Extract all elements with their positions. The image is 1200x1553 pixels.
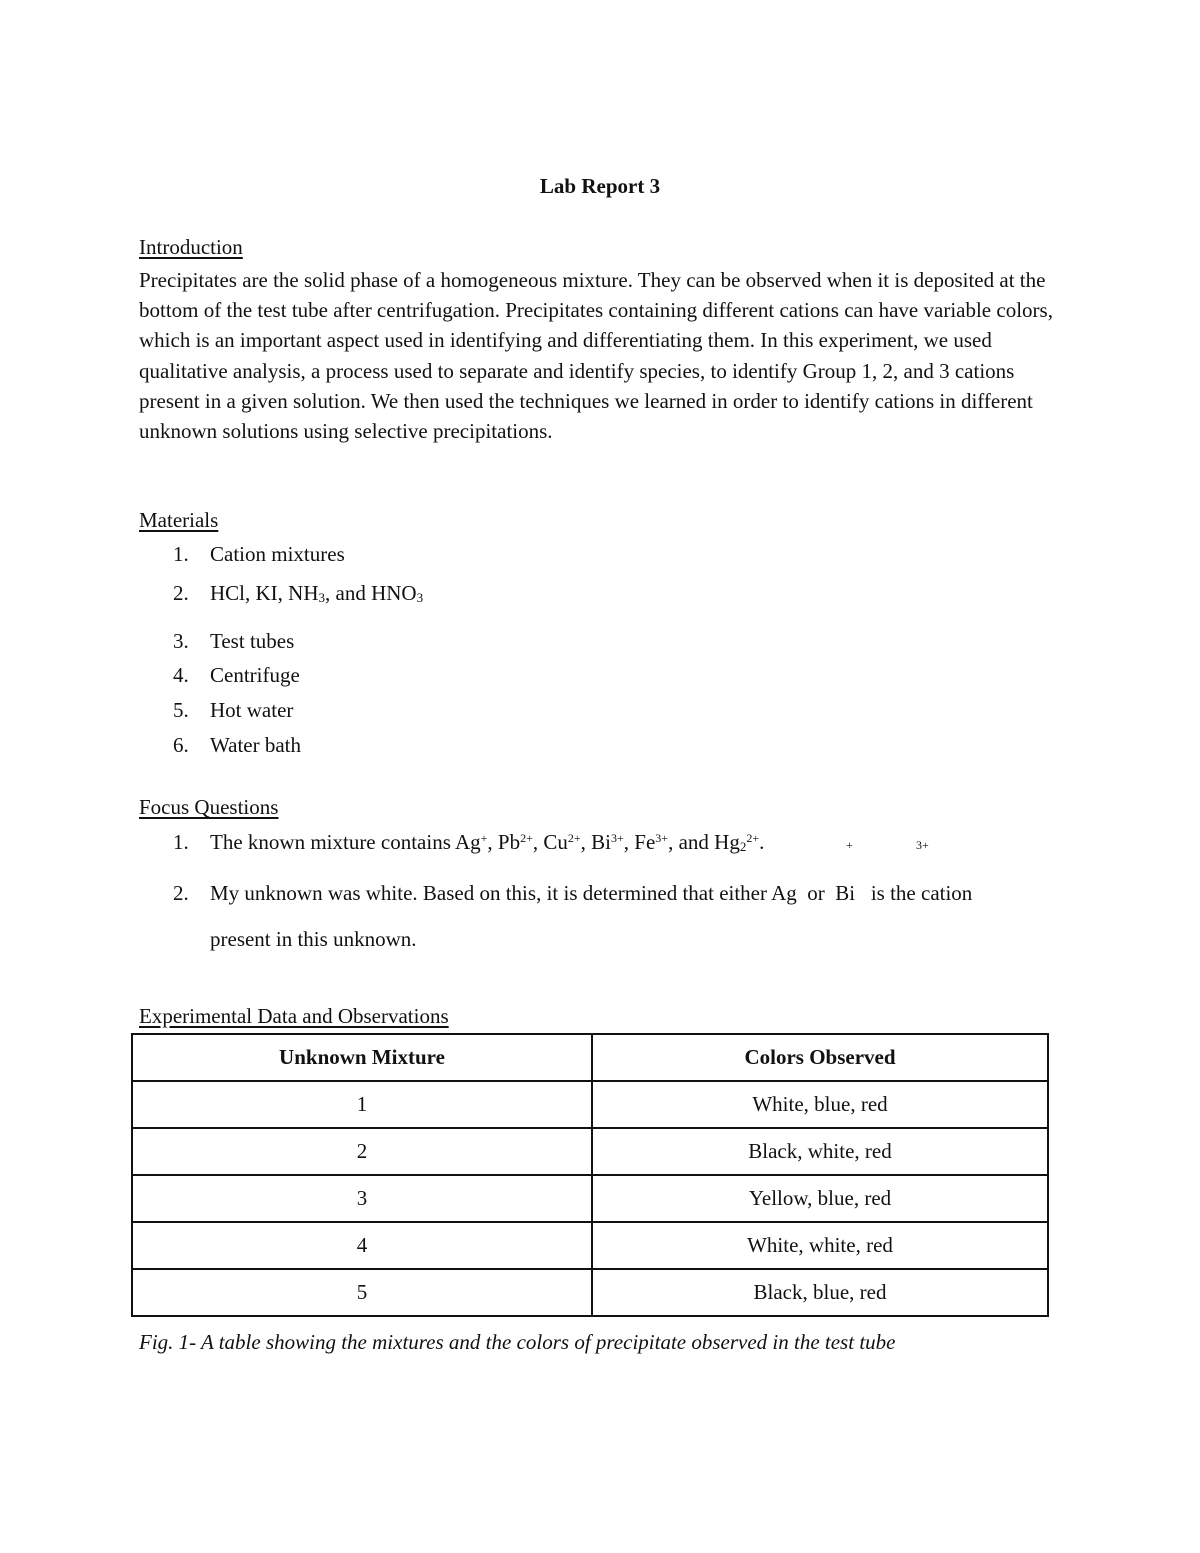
table-cell: White, white, red: [592, 1222, 1048, 1269]
materials-heading: Materials: [139, 508, 219, 532]
list-number: 5.: [173, 698, 189, 722]
table-cell: 1: [132, 1081, 592, 1128]
focus-question-2-line-2: present in this unknown.: [210, 927, 417, 951]
table-cell: Black, blue, red: [592, 1269, 1048, 1316]
focus-question-2-line-1: My unknown was white. Based on this, it is determined that either Ag or Bi is the cation: [210, 881, 973, 905]
column-header: Colors Observed: [592, 1034, 1048, 1081]
list-item: Water bath: [210, 733, 302, 757]
table-cell: Yellow, blue, red: [592, 1175, 1048, 1222]
list-number: 1.: [173, 542, 189, 566]
table-cell: 4: [132, 1222, 592, 1269]
list-item: Centrifuge: [210, 663, 300, 687]
table-cell: 2: [132, 1128, 592, 1175]
introduction-heading: Introduction: [139, 235, 243, 259]
list-item: Cation mixtures: [210, 542, 345, 566]
introduction-paragraph: Precipitates are the solid phase of a homogeneous mixture. They can be observed when it is deposited at the bottom of the test tube after centrifugation. Precipitates containing different cations can have variable colors, which is an important aspect used in identifying and differentiating them. In this experiment, we used qualitative analysis, a process used to separate and identify species, to identify Group 1, 2, and 3 cations present in a given solution. We then used the techniques we learned in order to identify cations in different unknown solutions using selective precipitations.: [139, 268, 1053, 444]
list-item: Test tubes: [210, 629, 295, 653]
list-item: Hot water: [210, 698, 294, 722]
list-number: 2.: [173, 881, 189, 905]
table-row: [132, 1269, 1048, 1316]
list-item: HCl, KI, $NH_3$, and $HNO_3$: [210, 581, 424, 605]
table-header-row: [132, 1034, 1048, 1081]
table-row: [132, 1081, 1048, 1128]
table-row: [132, 1128, 1048, 1175]
list-number: 1.: [173, 830, 189, 854]
table-caption: Fig. 1- A table showing the mixtures and the colors of precipitate observed in the test tube: [139, 1330, 896, 1354]
table-cell: 5: [132, 1269, 592, 1316]
observations-table: [131, 1033, 1049, 1317]
report-title: Lab Report 3: [539, 174, 661, 198]
list-number: 3.: [173, 629, 189, 653]
list-number: 6.: [173, 733, 189, 757]
experimental-heading: Experimental Data and Observations: [139, 1004, 449, 1028]
focus-question-1: The known mixture contains Ag+, $Pb^{2+}$, $Cu^{2+}$, $Bi^{3+}$, $Fe^{3+}$, and $Hg_2^{2+}$.: [210, 830, 765, 854]
table-row: [132, 1222, 1048, 1269]
stray-superscript: +: [846, 838, 853, 852]
table-cell: 3: [132, 1175, 592, 1222]
column-header: Unknown Mixture: [132, 1034, 592, 1081]
stray-superscript: 3+: [916, 838, 929, 852]
focus-questions-heading: Focus Questions: [139, 795, 279, 819]
list-number: 2.: [173, 581, 189, 605]
table-cell: Black, white, red: [592, 1128, 1048, 1175]
list-number: 4.: [173, 663, 189, 687]
table-row: [132, 1175, 1048, 1222]
table-cell: White, blue, red: [592, 1081, 1048, 1128]
